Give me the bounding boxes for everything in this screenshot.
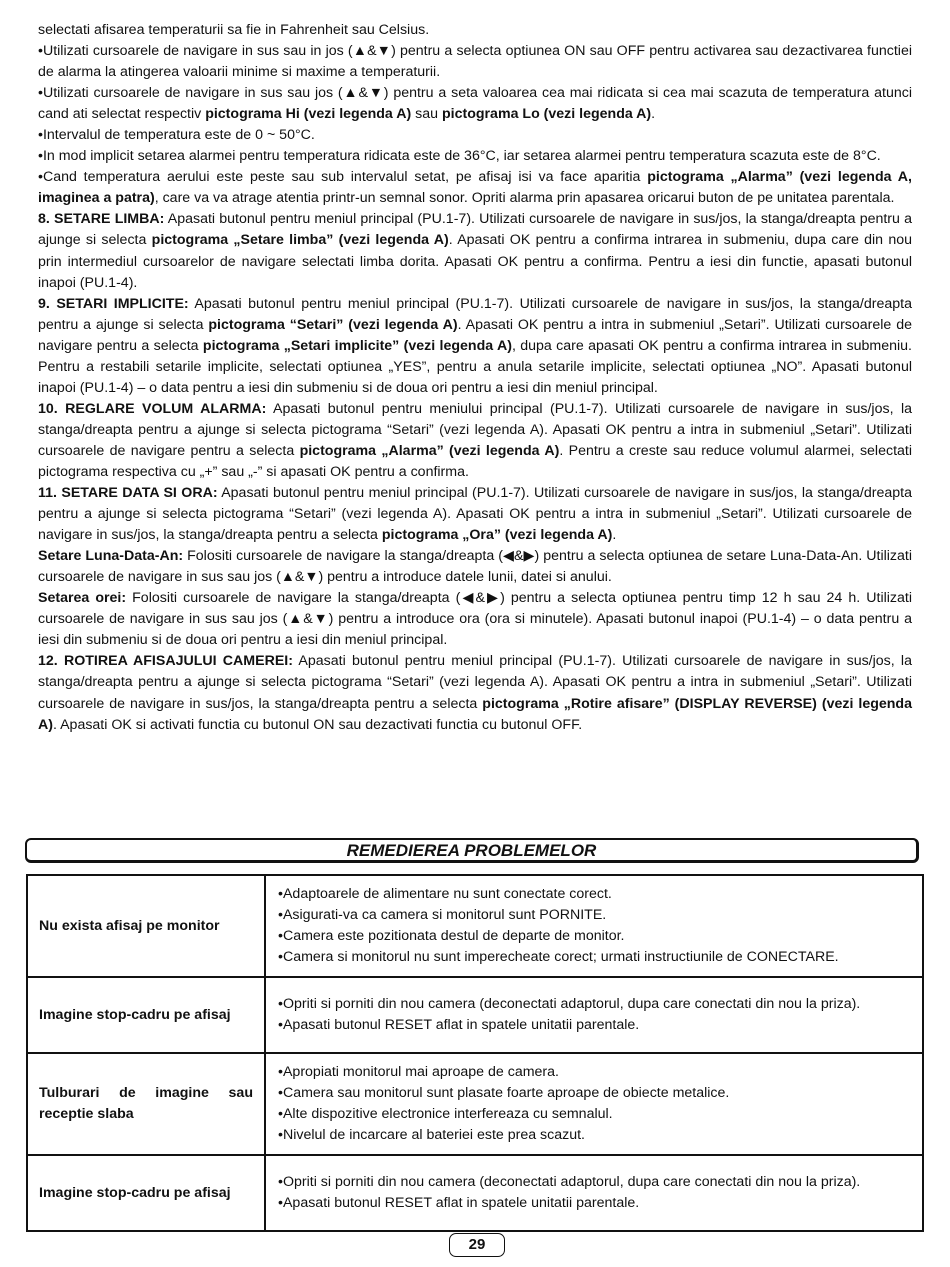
paragraph xyxy=(38,41,912,83)
text-run: •In mod implicit setarea alarmei pentru temperatura ridicata este de 36°C, iar setarea alarmei pentru temperatura scazuta este de 8°C. xyxy=(38,148,881,165)
solution-item: •Opriti si porniti din nou camera (deconectati adaptorul, dupa care conectati din nou la priza). xyxy=(278,1174,861,1190)
solution-item: •Camera este pozitionata destul de departe de monitor. xyxy=(278,928,625,944)
bold-text: pictograma „Setari implicite” (vezi legenda A) xyxy=(202,337,512,354)
text-run: Apasati butonul pentru meniul principal (PU.1-7). Utilizati cursoarele de navigare in sus/jos, la stanga/dreapta pentru a ajunge si selecta pictograma “Setari” (vezi legenda A). Apasati OK pentru a intra in submeniul „Setari”. Utilizati cursoarele de navigare in sus/jos, la stanga/dreapta pentru a selecta xyxy=(38,653,912,712)
text-run: . Apasati OK pentru a confirma intrarea in submeniu, dupa care din nou prin intermediul cursoarelor de navigare selectati limba dorita. Apasati OK pentru a confirma. Pentru a iesi din functie, apasati butonul inapoi (PU.1-4). xyxy=(38,232,913,291)
problem-cell: Imagine stop-cadru pe afisaj xyxy=(27,977,265,1053)
problem-cell: Imagine stop-cadru pe afisaj xyxy=(27,1155,265,1231)
paragraph xyxy=(38,20,912,41)
bold-text: Setarea orei: xyxy=(38,590,127,607)
text-run: sau xyxy=(411,106,442,123)
paragraph xyxy=(38,209,912,293)
bold-text: pictograma Hi (vezi legenda A) xyxy=(205,106,412,123)
table-row xyxy=(27,875,923,977)
section-title: REMEDIEREA PROBLEMELOR xyxy=(25,838,919,863)
troubleshooting-table xyxy=(26,874,924,1232)
solution-item: •Adaptoarele de alimentare nu sunt conectate corect. xyxy=(278,886,612,902)
bold-text: pictograma „Rotire afisare” (DISPLAY REVERSE) (vezi legenda A) xyxy=(38,695,912,733)
solution-item: •Camera si monitorul nu sunt imperecheate corect; urmati instructiunile de CONECTARE. xyxy=(278,949,839,965)
text-run: Apasati butonul pentru meniului principal (PU.1-7). Utilizati cursoarele de navigare in sus/jos, la stanga/dreapta pentru a ajunge si selecta pictograma “Setari” (vezi legenda A). Apasati OK pentru a intra in submeniul „Setari”. Utilizati cursoarele de navigare pentru a selecta xyxy=(38,400,912,459)
solution-cell xyxy=(265,1053,923,1155)
bold-text: pictograma „Alarma” (vezi legenda A) xyxy=(299,442,560,459)
text-run: Folositi cursoarele de navigare la stanga/dreapta (◀&▶) pentru a selecta optiunea de setare Luna-Data-An. Utilizati cursoarele de navigare in sus sau jos (▲&▼) pentru a introduce datele lunii, datei si anului. xyxy=(38,548,912,586)
bold-text: 10. REGLARE VOLUM ALARMA: xyxy=(38,400,267,417)
text-run: , care va va atrage atentia printr-un semnal sonor. Opriti alarma prin apasarea oricarui buton de pe unitatea parentala. xyxy=(154,190,895,207)
paragraph xyxy=(38,146,912,167)
bold-text: 11. SETARE DATA SI ORA: xyxy=(38,485,218,502)
solution-item: •Opriti si porniti din nou camera (deconectati adaptorul, dupa care conectati din nou la priza). xyxy=(278,996,861,1012)
text-run: . xyxy=(651,106,656,123)
paragraph xyxy=(38,546,912,588)
paragraph xyxy=(38,588,912,651)
paragraph xyxy=(38,483,912,546)
text-run: •Intervalul de temperatura este de 0 ~ 50°C. xyxy=(38,127,315,144)
solution-item: •Apropiati monitorul mai aproape de camera. xyxy=(278,1064,559,1080)
bold-text: pictograma „Setare limba” (vezi legenda A) xyxy=(151,232,449,249)
text-run: . Pentru a creste sau reduce volumul alarmei, selectati pictograma respectiva cu „+” sau „-” si apasati OK pentru a confirma. xyxy=(38,442,912,480)
bold-text: 9. SETARI IMPLICITE: xyxy=(38,295,189,312)
text-run: . xyxy=(612,527,617,544)
solution-cell xyxy=(265,977,923,1053)
solution-item: •Nivelul de incarcare al bateriei este prea scazut. xyxy=(278,1127,585,1143)
problem-cell: Tulburari de imagine sau receptie slaba xyxy=(27,1053,265,1155)
solution-item: •Apasati butonul RESET aflat in spatele unitatii parentale. xyxy=(278,1017,640,1033)
bold-text: pictograma „Ora” (vezi legenda A) xyxy=(381,527,613,544)
solution-item: •Alte dispozitive electronice interfereaza cu semnalul. xyxy=(278,1106,613,1122)
solution-item: •Apasati butonul RESET aflat in spatele unitatii parentale. xyxy=(278,1195,640,1211)
bold-text: pictograma “Setari” (vezi legenda A) xyxy=(208,316,458,333)
problem-cell: Nu exista afisaj pe monitor xyxy=(27,875,265,977)
text-run: . Apasati OK pentru a intra in submeniul „Setari”. Utilizati cursoarele de navigare pentru a selecta xyxy=(38,316,912,354)
solution-item: •Asigurati-va ca camera si monitorul sunt PORNITE. xyxy=(278,907,607,923)
paragraph xyxy=(38,651,912,735)
bold-text: pictograma „Alarma” (vezi legenda A, imaginea a patra) xyxy=(38,169,912,207)
bold-text: pictograma Lo (vezi legenda A) xyxy=(441,106,652,123)
text-run: , dupa care apasati OK pentru a confirma intrarea in submeniu. Pentru a restabili setarile implicite, selectati optiunea „YES”, pentru a anula setarile implicite, selectati optiunea „NO”. Apasati butonul inapoi (PU.1-4) – o data pentru a iesi din submeniu si de doua ori pentru a iesi din meniul principal. xyxy=(38,337,912,396)
text-run: Folositi cursoarele de navigare la stanga/dreapta (◀&▶) pentru a selecta optiunea pentru timp 12 h sau 24 h. Utilizati cursoarele de navigare in sus sau jos (▲&▼) pentru a introduce ora (ora si minutele). Apasati butonul inapoi (PU.1-4) – o data pentru a iesi din submeniu si de doua ori pentru a iesi din meniul principal. xyxy=(38,590,912,649)
solution-cell xyxy=(265,1155,923,1231)
page-number: 29 xyxy=(449,1233,505,1257)
table-row xyxy=(27,977,923,1053)
text-run: Apasati butonul pentru meniul principal (PU.1-7). Utilizati cursoarele de navigare in sus/jos, la stanga/dreapta pentru a ajunge si selecta xyxy=(38,295,912,333)
table-row xyxy=(27,1053,923,1155)
text-run: •Utilizati cursoarele de navigare in sus sau in jos (▲&▼) pentru a selecta optiunea ON sau OFF pentru activarea sau dezactivarea functiei de alarma la atingerea valoarii minime si maxime a temperaturii. xyxy=(38,43,912,81)
text-run: selectati afisarea temperaturii sa fie in Fahrenheit sau Celsius. xyxy=(38,22,430,38)
paragraph xyxy=(38,125,912,146)
instructions-text xyxy=(38,20,912,736)
paragraph xyxy=(38,399,912,483)
text-run: •Cand temperatura aerului este peste sau sub intervalul setat, pe afisaj isi va face aparitia xyxy=(38,169,648,186)
bold-text: 8. SETARE LIMBA: xyxy=(38,211,165,228)
paragraph xyxy=(38,83,912,125)
solution-cell xyxy=(265,875,923,977)
paragraph xyxy=(38,294,912,399)
solution-item: •Camera sau monitorul sunt plasate foarte aproape de obiecte metalice. xyxy=(278,1085,730,1101)
table-row xyxy=(27,1155,923,1231)
bold-text: 12. ROTIREA AFISAJULUI CAMEREI: xyxy=(38,653,293,670)
bold-text: Setare Luna-Data-An: xyxy=(38,548,184,565)
paragraph xyxy=(38,167,912,209)
text-run: . Apasati OK si activati functia cu butonul ON sau dezactivati functia cu butonul OFF. xyxy=(52,716,583,733)
text-run: •Utilizati cursoarele de navigare in sus sau jos (▲&▼) pentru a seta valoarea cea mai ridicata si cea mai scazuta de temperatura atunci cand ati selectat respectiv xyxy=(38,85,912,123)
text-run: Apasati butonul pentru meniul principal (PU.1-7). Utilizati cursoarele de navigare in sus/jos, la stanga/dreapta pentru a ajunge si selecta pictograma “Setari” (vezi legenda A). Apasati OK pentru a intra in submeniul „Setari”. Utilizati cursoarele de navigare in sus/jos, la stanga/dreapta pentru a selecta xyxy=(38,485,912,544)
text-run: Apasati butonul pentru meniul principal (PU.1-7). Utilizati cursoarele de navigare in sus/jos, la stanga/dreapta pentru a ajunge si selecta xyxy=(38,211,912,249)
